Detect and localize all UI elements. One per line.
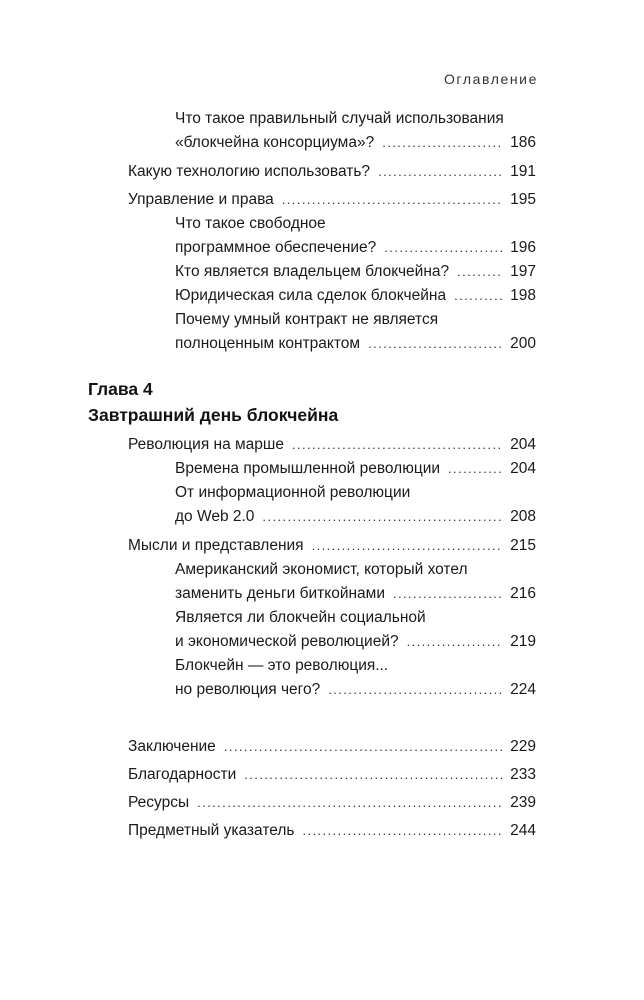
toc-entry[interactable] (175, 630, 536, 654)
toc-entry[interactable] (175, 131, 536, 155)
toc-entry-title: полноценным контрактом (175, 335, 361, 352)
toc-entry[interactable] (128, 188, 536, 212)
dot-leader (224, 735, 503, 759)
toc-entry-title: Мысли и представления (128, 537, 304, 554)
dot-leader (368, 332, 503, 356)
toc-entry[interactable] (175, 505, 536, 529)
toc-entry[interactable] (175, 236, 536, 260)
toc-page-number: 198 (510, 287, 536, 304)
toc-page-number: 233 (510, 766, 536, 783)
toc-page-number: 200 (510, 335, 536, 352)
toc-entry-title: Управление и права (128, 191, 274, 208)
dot-leader (244, 763, 503, 787)
toc-entry[interactable] (175, 582, 536, 606)
toc-entry[interactable] (175, 260, 536, 284)
dot-leader (378, 160, 503, 184)
toc-entry-text: Блокчейн — это революция... (175, 657, 389, 674)
toc-entry[interactable] (175, 457, 536, 481)
toc-entry-title: Благодарности (128, 766, 237, 783)
toc-page-number: 191 (510, 163, 536, 180)
chapter-label: Глава 4 (88, 379, 153, 399)
toc-entry[interactable] (128, 534, 536, 558)
toc-entry[interactable] (175, 332, 536, 356)
toc-entry-text: От информационной революции (175, 484, 411, 501)
toc-page-number: 224 (510, 681, 536, 698)
toc-entry[interactable] (175, 678, 536, 702)
toc-entry-text: Почему умный контракт не является (175, 311, 439, 328)
dot-leader (262, 505, 503, 529)
toc-page-number: 204 (510, 460, 536, 477)
dot-leader (393, 582, 503, 606)
toc-entry-title: программное обеспечение? (175, 239, 377, 256)
toc-page-number: 216 (510, 585, 536, 602)
toc-entry-title: до Web 2.0 (175, 508, 255, 525)
toc-entry-title: и экономической революцией? (175, 633, 399, 650)
toc-entry-title: «блокчейна консорциума»? (175, 134, 375, 151)
dot-leader (282, 188, 503, 212)
toc-entry[interactable] (128, 433, 536, 457)
toc-entry-title: Кто является владельцем блокчейна? (175, 263, 450, 280)
toc-entry-text: Что такое свободное (175, 215, 326, 232)
toc-page-number: 204 (510, 436, 536, 453)
toc-entry-title: Времена промышленной революции (175, 460, 441, 477)
toc-entry-text: Американский экономист, который хотел (175, 561, 468, 578)
toc-entry-title: Революция на марше (128, 436, 284, 453)
dot-leader (302, 819, 503, 843)
dot-leader (448, 457, 503, 481)
toc-page-number: 197 (510, 263, 536, 280)
dot-leader (384, 236, 503, 260)
dot-leader (197, 791, 503, 815)
toc-entry[interactable] (128, 819, 536, 843)
toc-entry[interactable] (175, 284, 536, 308)
toc-entry[interactable] (128, 160, 536, 184)
toc-entry-title: Заключение (128, 738, 216, 755)
toc-page-number: 195 (510, 191, 536, 208)
toc-entry-title: Какую технологию использовать? (128, 163, 371, 180)
dot-leader (382, 131, 503, 155)
dot-leader (328, 678, 503, 702)
toc-page-number: 244 (510, 822, 536, 839)
dot-leader (454, 284, 503, 308)
toc-page-number: 229 (510, 738, 536, 755)
dot-leader (312, 534, 504, 558)
toc-entry-text: Что такое правильный случай использования (175, 110, 504, 127)
toc-entry-text: Является ли блокчейн социальной (175, 609, 426, 626)
toc-entry-title: Юридическая сила сделок блокчейна (175, 287, 447, 304)
toc-page-number: 219 (510, 633, 536, 650)
toc-entry[interactable] (128, 791, 536, 815)
toc-page-number: 208 (510, 508, 536, 525)
toc-page-number: 196 (510, 239, 536, 256)
toc-entry-title: Ресурсы (128, 794, 190, 811)
toc-entry-title: Предметный указатель (128, 822, 295, 839)
toc-page-number: 215 (510, 537, 536, 554)
chapter-title: Завтрашний день блокчейна (88, 405, 339, 425)
dot-leader (292, 433, 503, 457)
toc-entry-title: но революция чего? (175, 681, 321, 698)
toc-page-number: 186 (510, 134, 536, 151)
toc-entry[interactable] (128, 763, 536, 787)
dot-leader (407, 630, 504, 654)
dot-leader (457, 260, 503, 284)
toc-page-number: 239 (510, 794, 536, 811)
toc-entry-title: заменить деньги биткойнами (175, 585, 385, 602)
running-header: Оглавление (443, 71, 538, 87)
toc-entry[interactable] (128, 735, 536, 759)
